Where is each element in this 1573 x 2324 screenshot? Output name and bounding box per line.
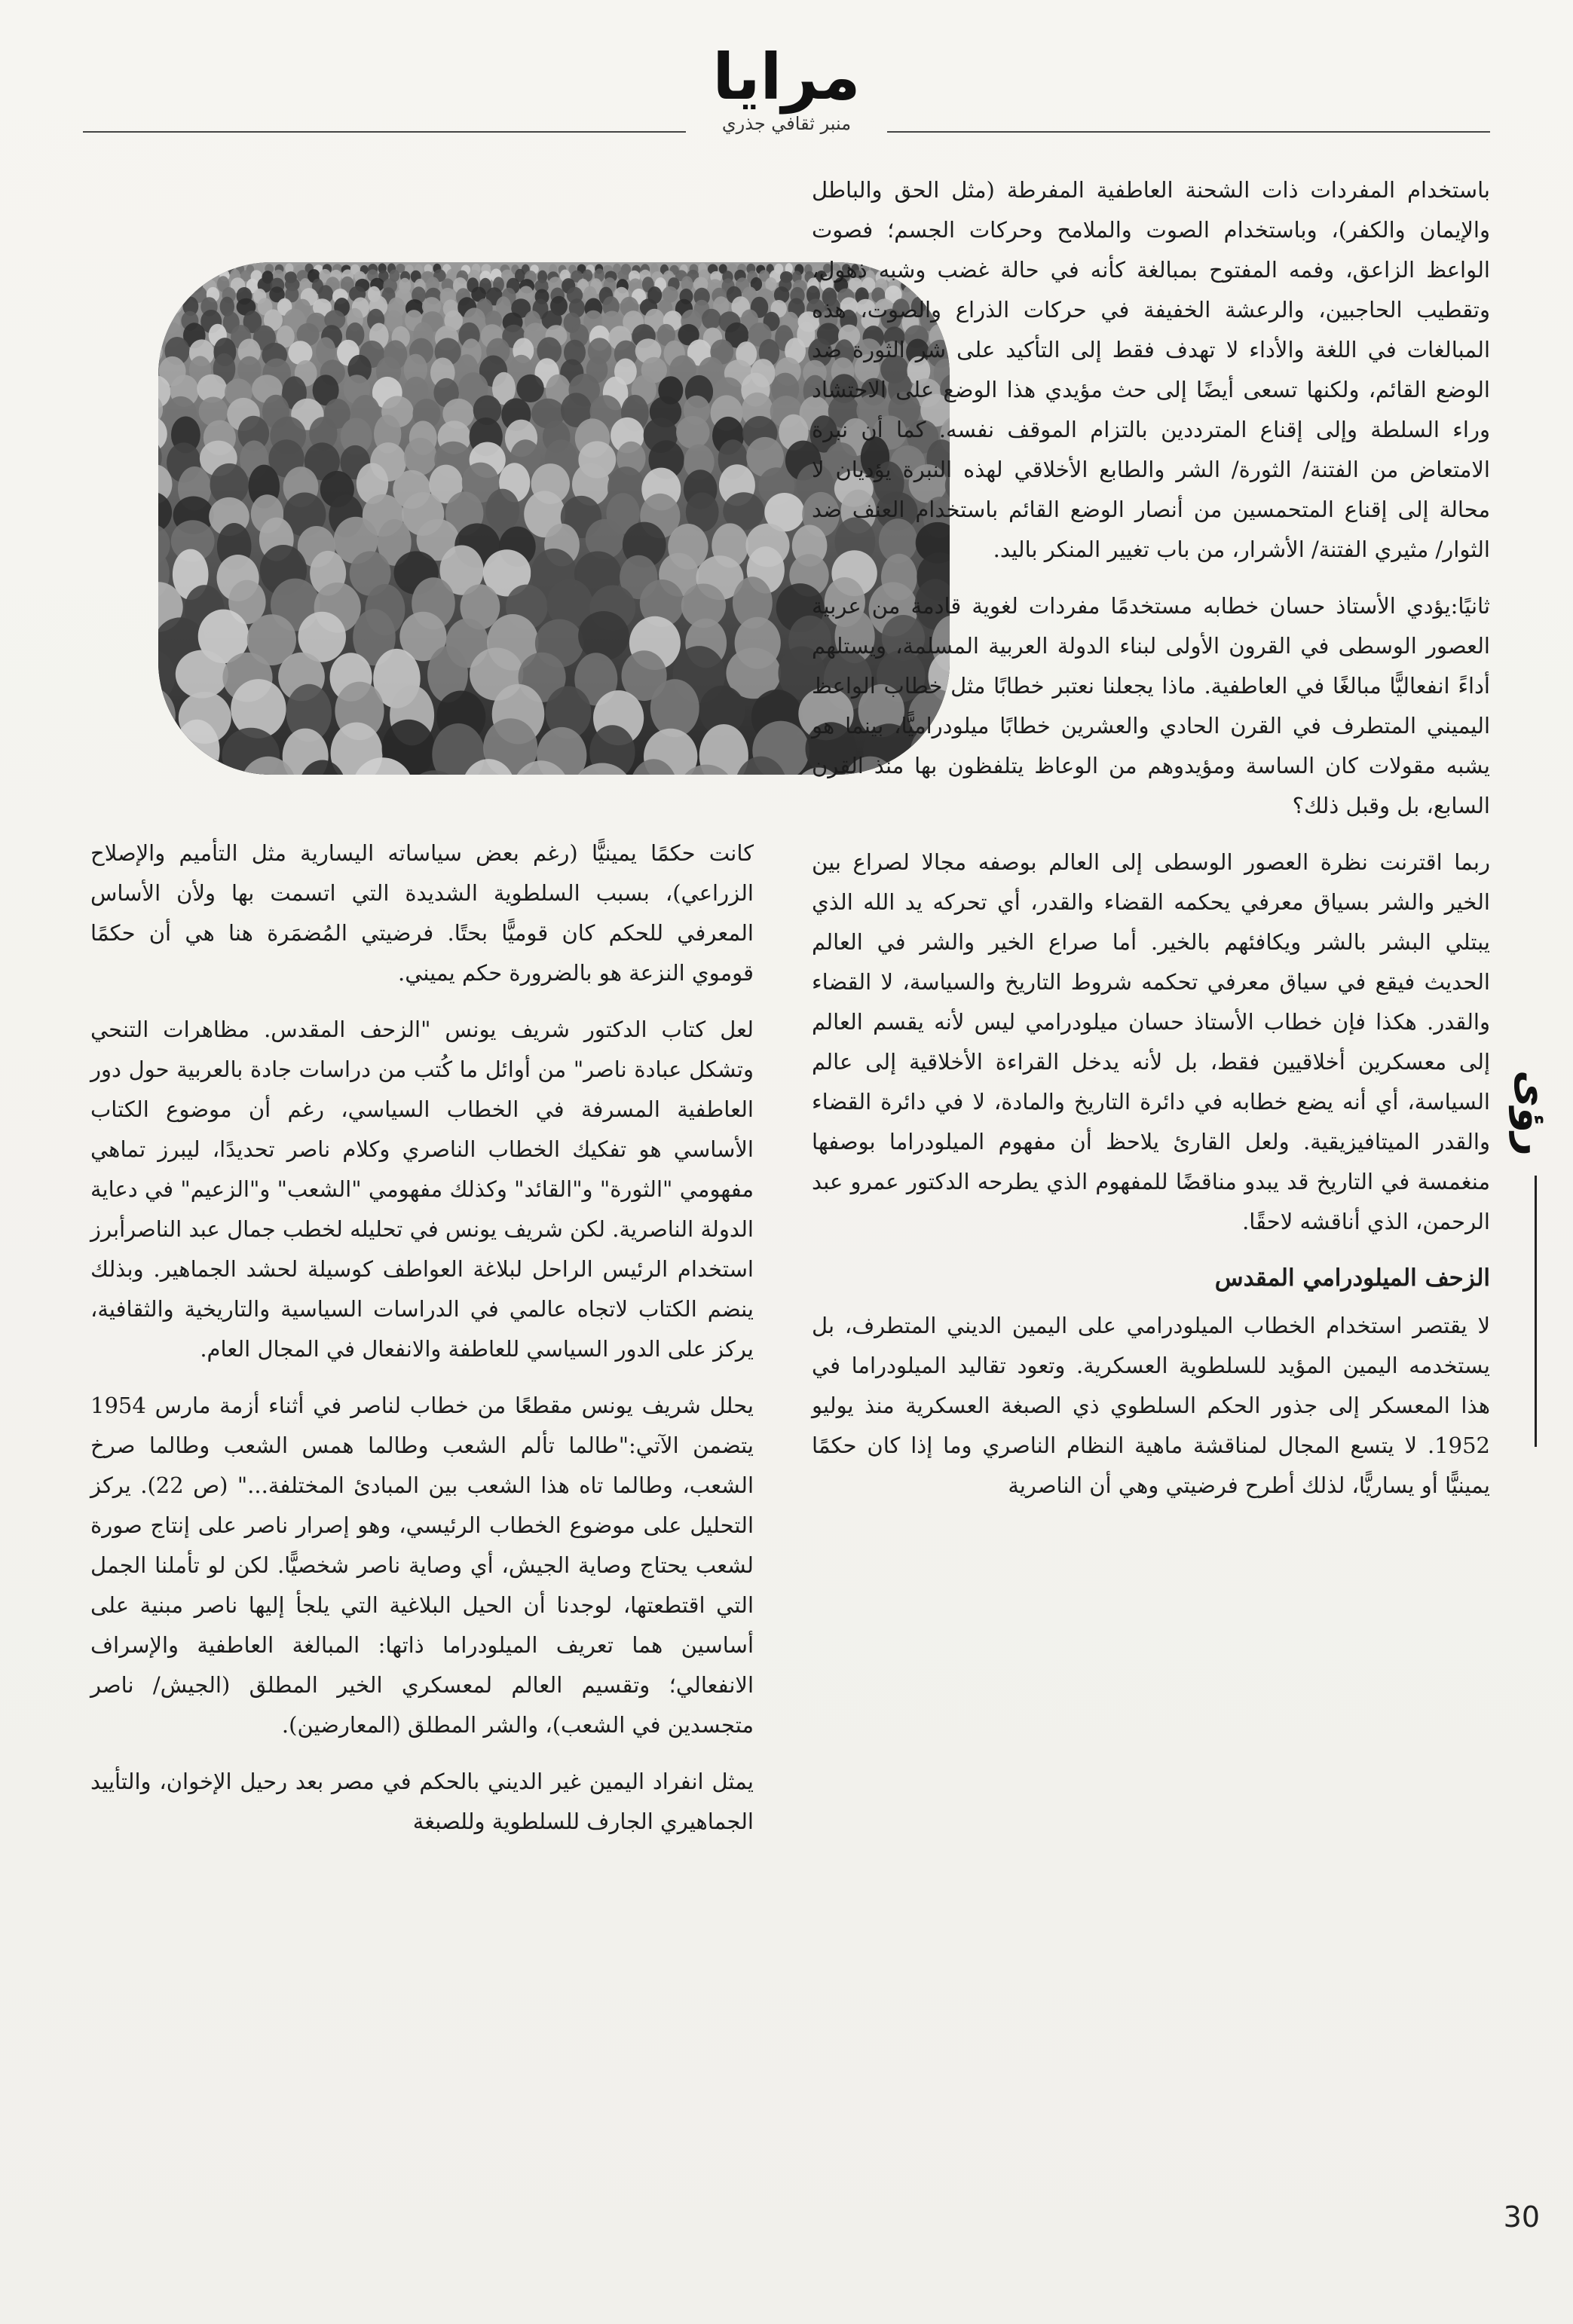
crowd-head [158, 288, 160, 304]
crowd-head [158, 322, 161, 347]
crowd-head [650, 679, 699, 737]
crowd-head [160, 286, 176, 304]
crowd-head [158, 310, 163, 331]
crowd-head [158, 762, 180, 775]
crowd-head [485, 489, 519, 532]
crowd-head [578, 611, 629, 661]
crowd-head [163, 297, 182, 314]
crowd-head [164, 271, 173, 283]
crowd-head [179, 265, 188, 275]
crowd-head [198, 265, 207, 275]
crowd-head [186, 269, 197, 283]
section-label-text: رؤى [1509, 1070, 1556, 1157]
crowd-head [170, 265, 179, 274]
section-label [1509, 1055, 1562, 1251]
crowd-head [176, 650, 228, 699]
crowd-head [158, 727, 170, 775]
crowd-head [208, 263, 216, 274]
crowd-head [158, 269, 164, 282]
left-paragraph: يمثل انفراد اليمين غير الديني بالحكم في مصر بعد رحيل الإخوان، والتأييد الجماهيري الجارف للسلطوية وللصبغة [90, 1769, 754, 1834]
right-paragraph: لا يقتصر استخدام الخطاب الميلودرامي على اليمين الديني المتطرف، بل يستخدمه اليمين المؤيد للسلطوية العسكرية. وتعود تقاليد الميلودراما في هذا المعسكر إلى جذور الحكم السلطوي ذي الصبغة العسكرية منذ يوليو 1952. لا يتسع المجال لمناقشة ماهية النظام الناصري وما إذا كان حكمًا يمينيًّا أو يساريًّا، لذلك أطرح فرضيتي وهي أن الناصرية [812, 1313, 1490, 1498]
crowd-head [174, 271, 185, 282]
right-paragraph: ربما اقترنت نظرة العصور الوسطى إلى العالم بوصفه مجالا لصراع بين الخير والشر بسياق معرفي يحكمه القضاء والقدر، أي تحركه يد الله الذي يبتلي البشر بالشر ويكافئهم بالخير. أما صراع الخير والشر في العالم الحديث فيقع في سياق معرفي تحكمه شروط التاريخ والسياسة، لا القضاء والقدر. هكذا فإن خطاب الأستاذ حسان ميلودرامي ليس لأنه يقسم العالم إلى معسكرين أخلاقيين فقط، بل لأنه يدخل القراءة الأخلاقية إلى عالم السياسة، أي أنه يضع خطابه في دائرة التاريخ والمادة، لا في دائرة القضاء والقدر الميتافيزيقية. ولعل القارئ يلاحظ أن مفهوم الميلودراما بوصفها منغمسة في التاريخ قد يبدو مناقضًا للمفهوم الذي يطرحه الدكتور عمرو عبد الرحمن، الذي أناقشه لاحقًا. [812, 849, 1490, 1234]
masthead-rule-left [83, 131, 686, 133]
crowd-head [176, 276, 191, 292]
crowd-head [163, 277, 178, 293]
crowd-head [676, 416, 710, 449]
magazine-logo: مرايا [712, 40, 861, 114]
crowd-head [404, 438, 437, 476]
crowd-head [158, 277, 162, 292]
crowd-head [702, 309, 721, 329]
page-number: 30 [1503, 2200, 1540, 2234]
right-paragraph: باستخدام المفردات ذات الشحنة العاطفية المفرطة (مثل الحق والباطل والإيمان والكفر)، وباستخدام الصوت والملامح وحركات الجسم؛ فصوت الواعظ الزاعق، وفمه المفتوح بمبالغة كأنه في حالة غضب وشبه ذهول، وتقطيب الحاجبين، والرعشة الخفيفة في حركات الذراع والصوت، هذه المبالغات في اللغة والأداء لا تهدف فقط إلى التأكيد على شر الثورة ضد الوضع القائم، ولكنها تسعى أيضًا إلى حث مؤيدي هذا الوضع على الاحتشاد وراء السلطة وإلى إقناع المترددين بالتزام الموقف نفسه. كما أن نبرة الامتعاض من الفتنة/ الثورة/ الشر والطابع الأخلاقي لهذه النبرة يؤديان لا محالة إلى إقناع المتحمسين من أنصار الوضع القائم باستخدام العنف ضد الثوار/ مثيري الفتنة/ الأشرار، من باب تغيير المنكر باليد. [812, 177, 1490, 562]
crowd-head [158, 265, 160, 274]
left-paragraph: كانت حكمًا يمينيًّا (رغم بعض سياساته اليسارية مثل التأميم والإصلاح الزراعي)، بسبب السلطوية الشديدة التي اتسمت بها ولأن الأساس المعرفي للحكم كان قوميًّا بحتًا. فرضيتي المُضمَرة هنا هي أن حكمًا قوموي النزعة هو بالضرورة حكم يميني. [90, 840, 754, 986]
masthead-rule-right [887, 131, 1490, 133]
magazine-tagline: منبر ثقافي جذري [721, 113, 852, 134]
article-left-column [90, 833, 754, 2250]
left-paragraph: لعل كتاب الدكتور شريف يونس "الزحف المقدس. مظاهرات التنحي وتشكل عبادة ناصر" من أوائل ما كُتب من دراسات جادة بالعربية حول دور العاطفية المسرفة في الخطاب السياسي، رغم أن موضوع الكتاب الأساسي هو تفكيك الخطاب الناصري وكلام ناصر تحديدًا، ليبرز تماهي مفهومي "الثورة" و"القائد" وكذلك مفهومي "الشعب" و"الزعيم" في دعاية الدولة الناصرية. لكن شريف يونس في تحليله لخطب جمال عبد الناصرأبرز استخدام الرئيس الراحل لبلاغة العواطف كوسيلة لحشد الجماهير. وبذلك ينضم الكتاب لاتجاه عالمي في الدراسات السياسية والتاريخية والثقافية، يركز على الدور السياسي للعاطفة والانفعال في المجال العام. [90, 1017, 754, 1362]
crowd-head [516, 375, 543, 402]
section-heading: الزحف الميلودرامي المقدس [1214, 1264, 1490, 1292]
crowd-head [161, 263, 170, 274]
masthead [0, 30, 1573, 143]
crowd-head [188, 263, 198, 274]
right-paragraph: ثانيًا:يؤدي الأستاذ حسان خطابه مستخدمًا مفردات لغوية قادمة من عربية العصور الوسطى في القرون الأولى لبناء الدولة العربية المسلمة، ويستلهم أداءً انفعاليًّا مبالغًا في العاطفية. ماذا يجعلنا نعتبر خطابًا مثل خطاب الواعظ اليميني المتطرف في القرن الحادي والعشرين خطابًا ميلودراميًّا، بينما هو يشبه مقولات كان الساسة ومؤيدوهم من الوعاظ يتلفظون بها منذ القرن السابع، بل وقبل ذلك؟ [812, 593, 1490, 818]
left-paragraph: يحلل شريف يونس مقطعًا من خطاب لناصر في أثناء أزمة مارس 1954 يتضمن الآتي:"طالما تألم الشعب وطالما همس الشعب وطالما صرخ الشعب، وطالما تاه هذا الشعب بين المبادئ المختلفة..." (ص 22). يركز التحليل على موضوع الخطاب الرئيسي، وهو إصرار ناصر على إنتاج صورة لشعب يحتاج وصاية الجيش، أي وصاية ناصر شخصيًّا. لكن لو تأملنا الجمل التي اقتطعتها، لوجدنا أن الحيل البلاغية التي يلجأ إليها ناصر مبنية على أساسين هما تعريف الميلودراما ذاتها: المبالغة العاطفية والإسراف الانفعالي؛ وتقسيم العالم لمعسكري الخير المطلق (الجيش/ ناصر متجسدين في الشعب)، والشر المطلق (المعارضين). [90, 1393, 754, 1738]
section-label-line [1535, 1176, 1537, 1447]
crowd-head [158, 298, 164, 316]
article-right-column [812, 170, 1490, 2205]
